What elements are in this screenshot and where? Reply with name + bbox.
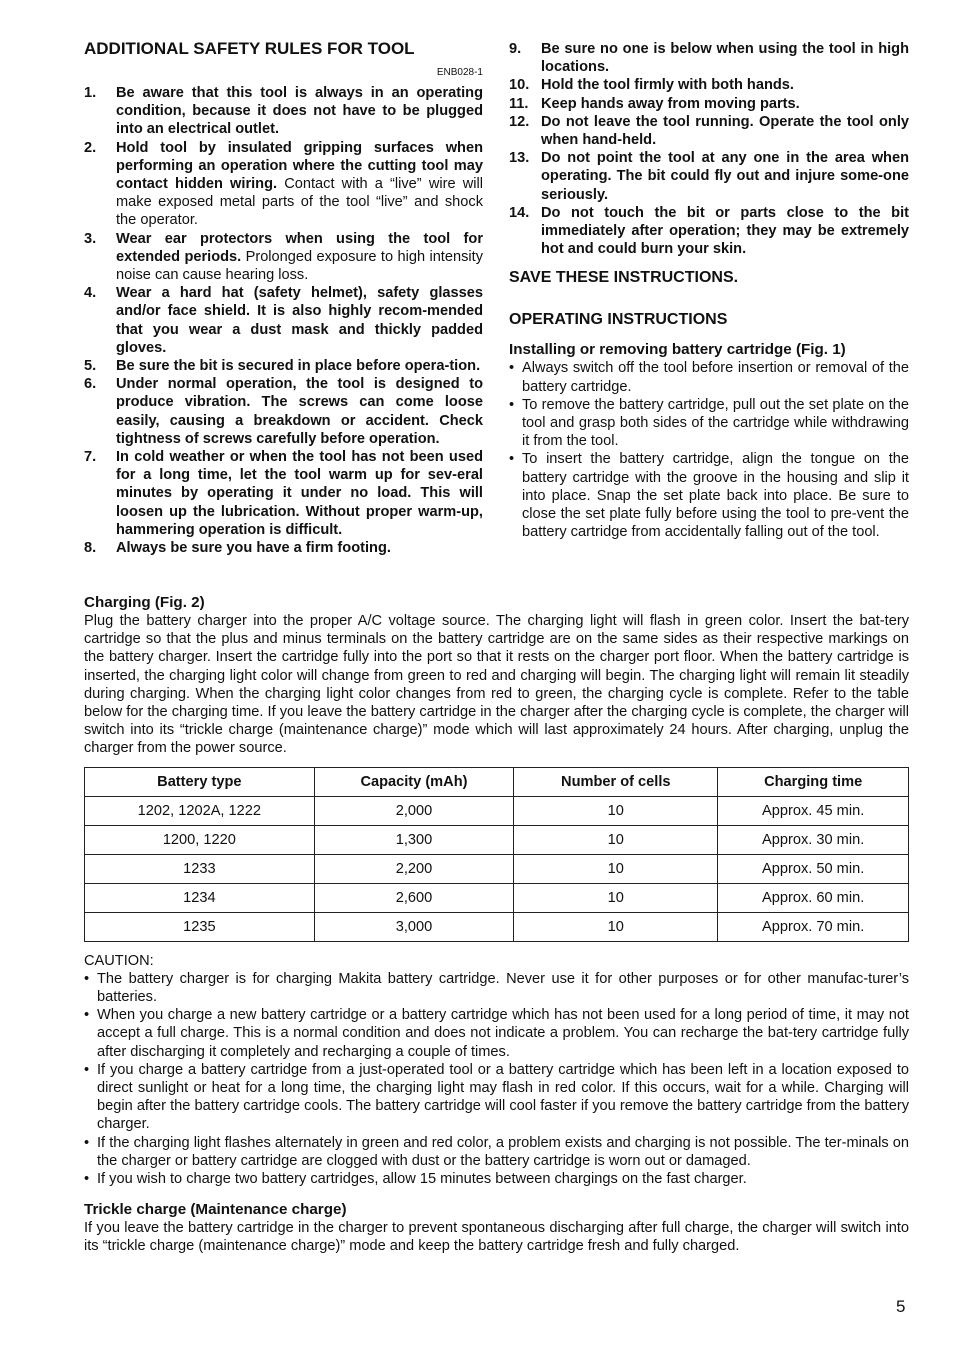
document-code: ENB028-1	[436, 67, 483, 78]
table-cell: Approx. 60 min.	[718, 883, 909, 912]
rule-text	[116, 448, 483, 539]
caution-label: CAUTION:	[84, 952, 154, 969]
rule-text: Be sure no one is below when using the tool in high locations.	[541, 41, 909, 76]
rule-bold-text: Be sure the bit is secured in place before opera-tion.	[116, 358, 481, 375]
table-cell: 1200, 1220	[85, 825, 315, 854]
bullet-item	[84, 1061, 909, 1134]
rule-item	[84, 539, 483, 557]
rule-number: 4.	[84, 285, 97, 302]
table-cell: 1,300	[314, 825, 514, 854]
table-body	[85, 796, 909, 941]
rule-number: 1.	[84, 85, 97, 101]
bullet-item	[509, 359, 909, 395]
table-cell: 2,000	[314, 796, 514, 825]
bullet-text: If the charging light flashes alternately in green and red color, a problem exists and charging is not possible. The ter-minals on the charger or battery cartridge are clogged with dust or the battery cartridge is worn out or damaged.	[97, 1134, 909, 1169]
rule-item	[84, 357, 483, 375]
table-cell: 10	[514, 854, 718, 883]
rule-item	[509, 113, 909, 149]
table-cell: 10	[514, 912, 718, 941]
rule-bold-text: Hold tool by insulated gripping surfaces when performing an operation where the cutting tool may contact hidden wiring.	[116, 139, 483, 193]
install-battery-bullets	[509, 359, 909, 541]
bullet-item	[509, 396, 909, 451]
rule-number: 2.	[84, 139, 97, 156]
bullet-icon: •	[84, 970, 90, 987]
rule-number: 7.	[84, 449, 97, 466]
table-header-row	[85, 767, 909, 796]
rule-item	[509, 95, 909, 113]
table-cell: 10	[514, 796, 718, 825]
caution-bullets	[84, 970, 909, 1188]
rule-number: 6.	[84, 376, 97, 393]
table-cell: 1234	[85, 883, 315, 912]
table-header-cell: Battery type	[85, 767, 315, 796]
rule-text	[116, 375, 483, 448]
table-row	[85, 883, 909, 912]
trickle-charge-paragraph: If you leave the battery cartridge in the charger to prevent spontaneous discharging after full charge, the charger will switch into its “trickle charge (maintenance charge)” mode and keep the battery cartridge fresh and fully charged.	[84, 1220, 909, 1255]
rule-item	[84, 84, 483, 139]
table-cell: 10	[514, 825, 718, 854]
rule-text: Hold the tool firmly with both hands.	[541, 77, 794, 94]
bullet-text: The battery charger is for charging Makita battery cartridge. Never use it for other purposes or for other manufac-turer’s batteries.	[97, 970, 909, 1006]
bullet-icon: •	[509, 451, 515, 468]
install-battery-heading: Installing or removing battery cartridge (Fig. 1)	[509, 341, 846, 359]
safety-rules-list-continued	[509, 40, 909, 258]
table-cell: Approx. 50 min.	[718, 854, 909, 883]
rule-text: Do not touch the bit or parts close to the bit immediately after operation; they may be extremely hot and could burn your skin.	[541, 204, 909, 258]
table-row	[85, 825, 909, 854]
rule-number: 14.	[509, 204, 530, 221]
rule-bold-text: In cold weather or when the tool has not been used for a long time, let the tool warm up for sev-eral minutes by operating it under no load. This will loosen up the lubrication. Without proper warm-up, hammering operation is difficult.	[116, 449, 483, 538]
rule-text	[116, 357, 483, 375]
rule-item	[84, 375, 483, 448]
rule-number: 12.	[509, 113, 530, 130]
rule-item	[509, 204, 909, 259]
bullet-item	[84, 1170, 909, 1188]
charging-paragraph: Plug the battery charger into the proper A/C voltage source. The charging light will flash in green color. Insert the bat-tery cartridge so that the plus and minus terminals on the battery cartridge are on the same sides as their respective markings on the battery charger. Insert the cartridge fully into the port so that it rests on the charger port floor. When the battery cartridge is inserted, the charging light color will change from green to red and charging will begin. The charging light will remain lit steadily during charging. When the charging light color changes from red to green, the charging cycle is complete. Refer to the table below for the charging time. If you leave the battery cartridge in the charger after the charging cycle is complete, the charger will switch into its “trickle charge (maintenance charge)” mode which will last approximately 24 hours. After charging, unplug the charger from the power source.	[84, 613, 909, 757]
rule-text: Keep hands away from moving parts.	[541, 95, 800, 112]
rule-bold-text: Be aware that this tool is always in an operating condition, because it does not have to be plugged into an electrical outlet.	[116, 85, 483, 138]
rule-number: 5.	[84, 358, 97, 375]
bullet-item	[84, 970, 909, 1006]
bullet-item	[509, 450, 909, 541]
rule-number: 3.	[84, 230, 97, 247]
rule-item	[84, 448, 483, 539]
bullet-text: To remove the battery cartridge, pull out the set plate on the tool and grasp both sides of the cartridge while withdrawing it from the tool.	[522, 396, 909, 450]
bullet-icon: •	[509, 396, 515, 413]
rule-bold-text: Always be sure you have a firm footing.	[116, 540, 391, 557]
rule-item	[509, 149, 909, 204]
table-header-cell: Number of cells	[514, 767, 718, 796]
rule-text	[116, 84, 483, 139]
rule-text	[116, 139, 483, 230]
table-cell: Approx. 70 min.	[718, 912, 909, 941]
rule-number: 11.	[509, 95, 529, 112]
table-cell: 10	[514, 883, 718, 912]
right-column	[509, 40, 909, 541]
bullet-text: If you wish to charge two battery cartridges, allow 15 minutes between chargings on the fast charger.	[97, 1171, 747, 1188]
left-column	[84, 38, 483, 557]
rule-item	[509, 76, 909, 94]
bullet-text: Always switch off the tool before insertion or removal of the battery cartridge.	[522, 360, 909, 395]
safety-rules-heading: ADDITIONAL SAFETY RULES FOR TOOL	[84, 39, 415, 58]
rule-normal-text: Contact with a “live” wire will make exposed metal parts of the tool “live” and shock the operator.	[116, 176, 483, 229]
bullet-icon: •	[84, 1134, 90, 1151]
charging-heading: Charging (Fig. 2)	[84, 594, 205, 611]
page-number: 5	[896, 1297, 906, 1316]
table-header-cell: Capacity (mAh)	[314, 767, 514, 796]
rule-item	[84, 139, 483, 230]
bullet-icon: •	[84, 1061, 90, 1078]
rule-text: Do not leave the tool running. Operate the tool only when hand-held.	[541, 113, 909, 149]
operating-instructions-heading: OPERATING INSTRUCTIONS	[509, 311, 728, 329]
rule-bold-text: Wear a hard hat (safety helmet), safety glasses and/or face shield. It is also highly recom-mended that you wear a dust mask and thickly padded gloves.	[116, 285, 483, 356]
table-header-cell: Charging time	[718, 767, 909, 796]
bullet-text: To insert the battery cartridge, align the tongue on the battery cartridge with the groove in the housing and slip it into place. Snap the set plate back into place. Be sure to close the set plate fully before using the tool to pre-vent the battery cartridge from accidentally falling out of the tool.	[522, 451, 909, 541]
rule-number: 8.	[84, 540, 97, 557]
bullet-icon: •	[84, 1007, 90, 1024]
rule-text	[116, 539, 483, 557]
trickle-charge-heading: Trickle charge (Maintenance charge)	[84, 1201, 347, 1219]
rule-item	[84, 230, 483, 285]
rule-text: Do not point the tool at any one in the area when operating. The bit could fly out and injure some-one seriously.	[541, 150, 909, 203]
bullet-item	[84, 1006, 909, 1061]
bullet-text: If you charge a battery cartridge from a just-operated tool or a battery cartridge which has been left in a location exposed to direct sunlight or heat for a long time, the charging light may flash in red color. If this occurs, wait for a while. Charging will begin after the battery cartridge cools. The battery cartridge will cool faster if you remove the battery cartridge from the battery charger.	[97, 1061, 909, 1133]
save-instructions-heading: SAVE THESE INSTRUCTIONS.	[509, 269, 739, 287]
table-cell: 1202, 1202A, 1222	[85, 796, 315, 825]
rule-text	[116, 284, 483, 357]
bullet-item	[84, 1134, 909, 1170]
bullet-icon: •	[84, 1171, 90, 1188]
rule-bold-text: Wear ear protectors when using the tool for extended periods.	[116, 230, 483, 265]
table-row	[85, 796, 909, 825]
table-cell: Approx. 30 min.	[718, 825, 909, 854]
rule-number: 13.	[509, 150, 530, 167]
table-row	[85, 912, 909, 941]
table-cell: Approx. 45 min.	[718, 796, 909, 825]
table-row	[85, 854, 909, 883]
rule-normal-text: Prolonged exposure to high intensity noise can cause hearing loss.	[116, 248, 483, 284]
table-cell: 2,200	[314, 854, 514, 883]
rule-bold-text: Under normal operation, the tool is designed to produce vibration. The screws can come loose easily, causing a breakdown or accident. Check tightness of screws carefully before operation.	[116, 376, 483, 447]
bullet-text: When you charge a new battery cartridge or a battery cartridge which has not been used for a long period of time, it may not accept a full charge. This is a normal condition and does not indicate a problem. You can recharge the bat-tery cartridge fully after discharging it completely and recharging a couple of times.	[97, 1007, 909, 1060]
bullet-icon: •	[509, 360, 515, 377]
rule-text	[116, 230, 483, 285]
table-cell: 2,600	[314, 883, 514, 912]
table-cell: 3,000	[314, 912, 514, 941]
rule-item	[509, 40, 909, 76]
rule-number: 9.	[509, 41, 522, 57]
rule-item	[84, 284, 483, 357]
charging-time-table	[84, 767, 909, 942]
table-cell: 1233	[85, 854, 315, 883]
safety-rules-list	[84, 84, 483, 557]
table-cell: 1235	[85, 912, 315, 941]
charging-section	[84, 593, 909, 1256]
rule-number: 10.	[509, 77, 530, 94]
